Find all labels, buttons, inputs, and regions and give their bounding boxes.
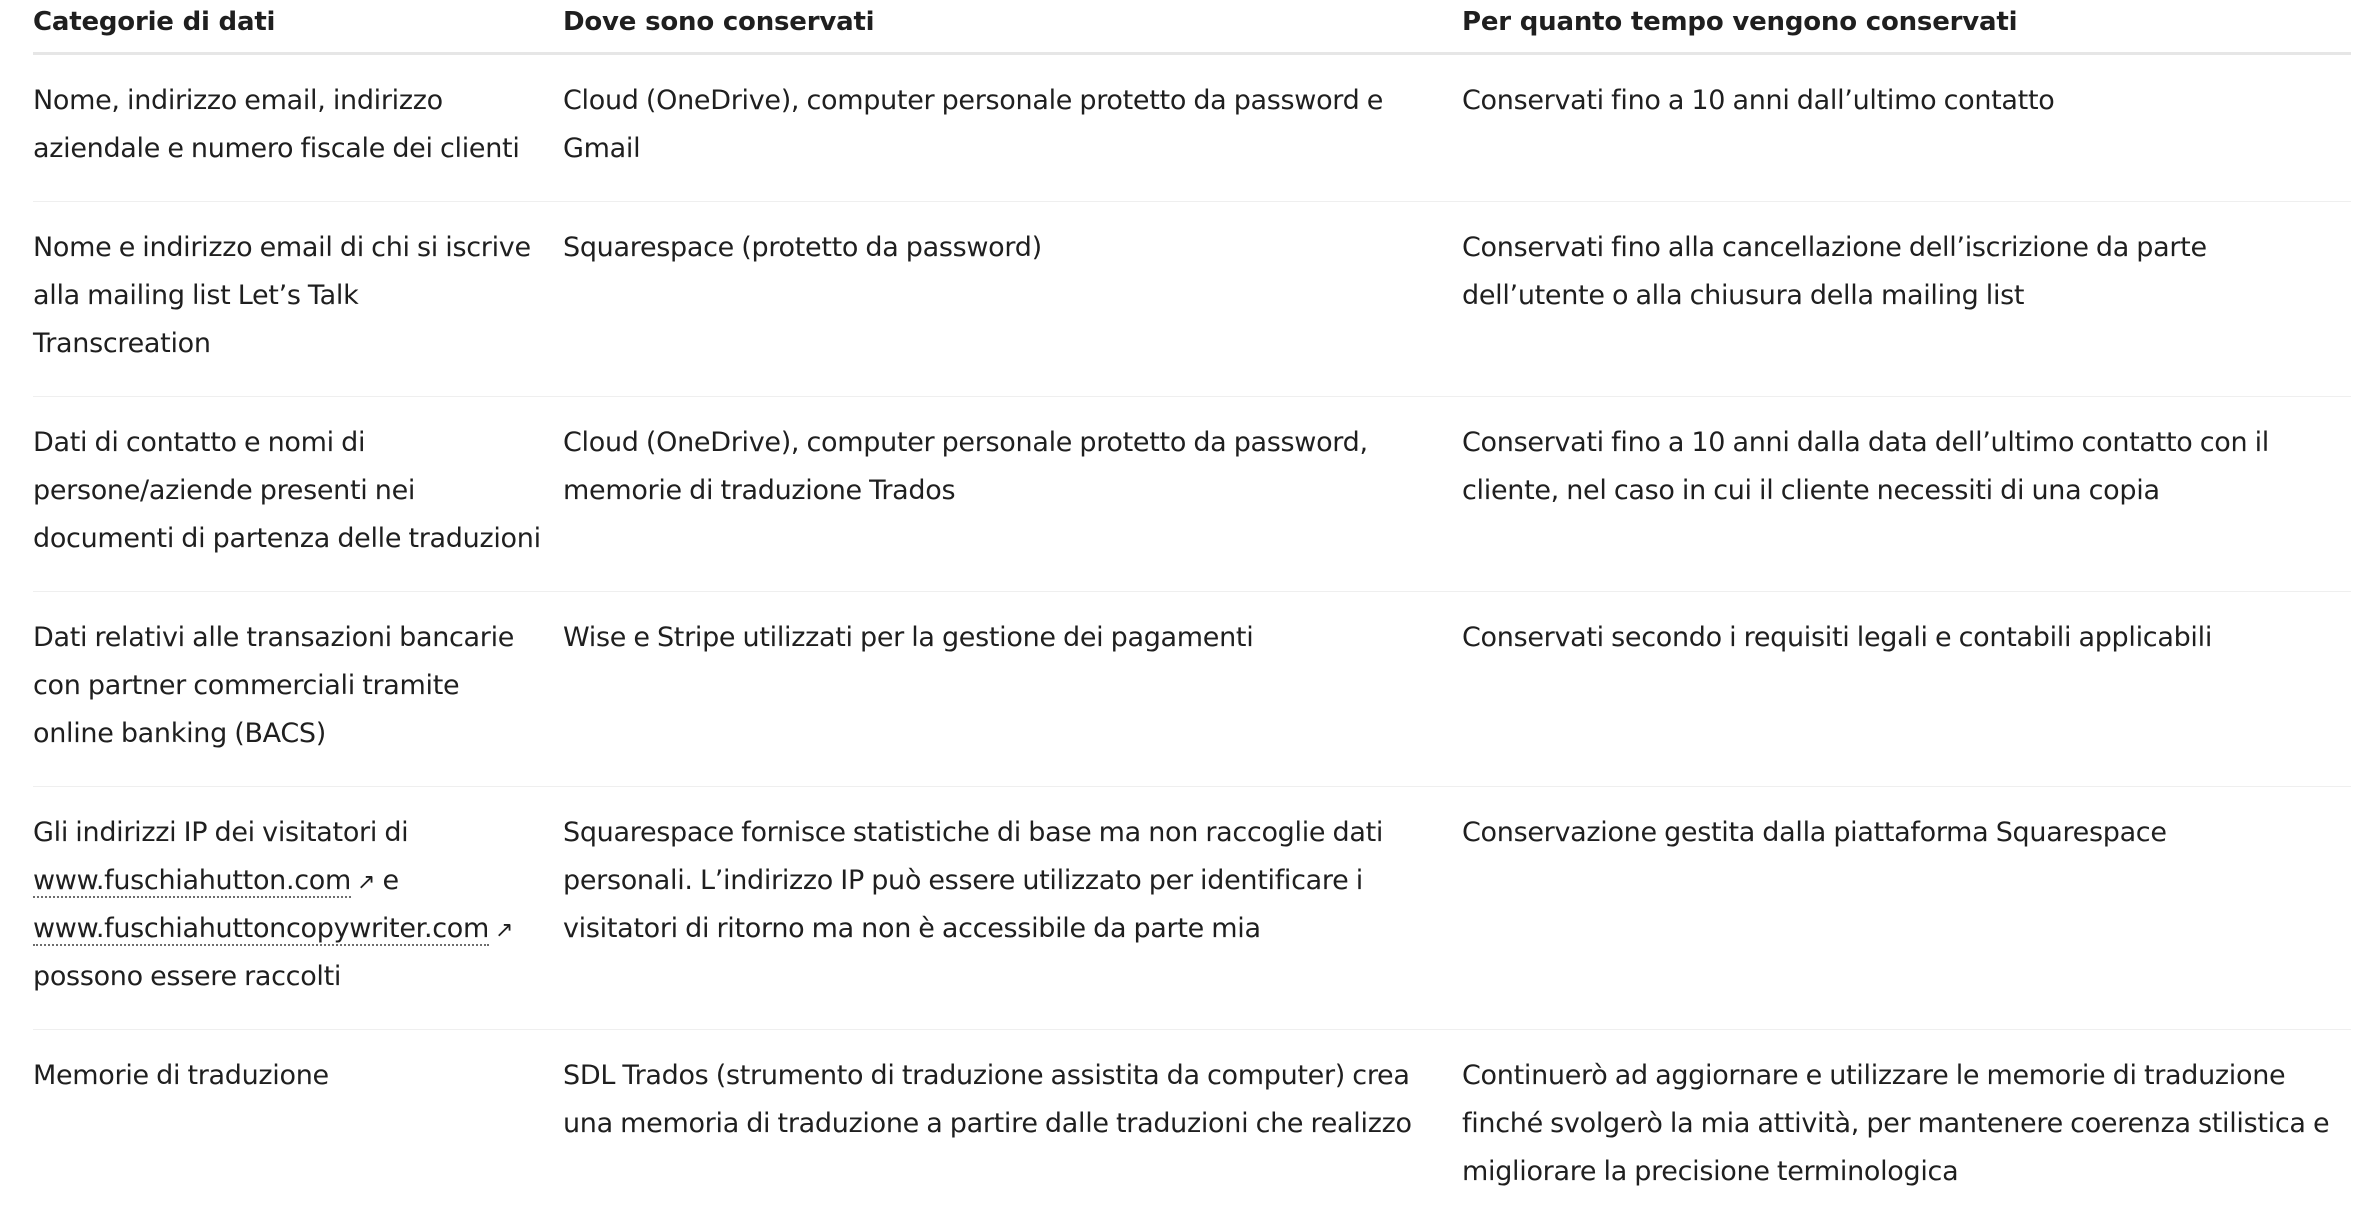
cell-storage: Cloud (OneDrive), computer personale protetto da password, memorie di traduzione Trados: [563, 397, 1462, 592]
cell-category: Dati relativi alle transazioni bancarie con partner commerciali tramite online banking (BACS): [33, 592, 563, 787]
cell-category: Dati di contatto e nomi di persone/aziende presenti nei documenti di partenza delle traduzioni: [33, 397, 563, 592]
cell-retention: Conservati fino alla cancellazione dell’iscrizione da parte dell’utente o alla chiusura della mailing list: [1462, 202, 2351, 397]
header-storage-location: Dove sono conservati: [563, 0, 1462, 54]
cell-category: Memorie di traduzione: [33, 1060, 329, 1091]
header-retention-period: Per quanto tempo vengono conservati: [1462, 0, 2351, 54]
header-data-category: Categorie di dati: [33, 0, 563, 54]
category-prefix-text: Gli indirizzi IP dei visitatori di: [33, 817, 409, 848]
cell-storage: SDL Trados (strumento di traduzione assistita da computer) crea una memoria di traduzione a partire dalle traduzioni che realizzo: [563, 1060, 1412, 1139]
cell-retention: Conservazione gestita dalla piattaforma Squarespace: [1462, 787, 2351, 1030]
table-row: [33, 1030, 2351, 1225]
cell-retention: Continuerò ad aggiornare e utilizzare le memorie di traduzione finché svolgerò la mia attività, per mantenere coerenza stilistica e migliorare la precisione terminologica: [1462, 1060, 2330, 1187]
data-retention-table: [33, 0, 2351, 1224]
cell-storage: Squarespace (protetto da password): [563, 202, 1462, 397]
cell-category: Nome, indirizzo email, indirizzo aziendale e numero fiscale dei clienti: [33, 54, 563, 202]
cell-retention: Conservati fino a 10 anni dall’ultimo contatto: [1462, 54, 2351, 202]
link-fuschiahutton-text: www.fuschiahutton.com: [33, 865, 352, 896]
link-fuschiahuttoncopywriter[interactable]: [33, 913, 489, 946]
table-row: [33, 397, 2351, 592]
external-link-icon[interactable]: ↗: [495, 918, 514, 943]
table-row: [33, 202, 2351, 397]
category-suffix-text: possono essere raccolti: [33, 961, 342, 992]
link-fuschiahuttoncopywriter-text: www.fuschiahuttoncopywriter.com: [33, 913, 490, 944]
conjunction-text: e: [382, 865, 399, 896]
external-link-icon[interactable]: ↗: [357, 870, 376, 895]
cell-retention: Conservati fino a 10 anni dalla data dell’ultimo contatto con il cliente, nel caso in cui il cliente necessiti di una copia: [1462, 397, 2351, 592]
cell-storage: Wise e Stripe utilizzati per la gestione dei pagamenti: [563, 592, 1462, 787]
link-fuschiahutton[interactable]: [33, 865, 351, 898]
table-row: [33, 787, 2351, 1030]
data-retention-table-wrapper: [33, 0, 2351, 1224]
table-row: [33, 54, 2351, 202]
table-row: [33, 592, 2351, 787]
table-header: [33, 0, 2351, 54]
cell-category: [33, 787, 563, 1030]
table-header-row: [33, 0, 2351, 54]
cell-retention: Conservati secondo i requisiti legali e contabili applicabili: [1462, 592, 2351, 787]
table-body: [33, 54, 2351, 1225]
cell-storage: Cloud (OneDrive), computer personale protetto da password e Gmail: [563, 54, 1462, 202]
cell-storage: Squarespace fornisce statistiche di base ma non raccoglie dati personali. L’indirizzo IP può essere utilizzato per identificare i visitatori di ritorno ma non è accessibile da parte mia: [563, 787, 1462, 1030]
cell-category: Nome e indirizzo email di chi si iscrive alla mailing list Let’s Talk Transcreation: [33, 202, 563, 397]
